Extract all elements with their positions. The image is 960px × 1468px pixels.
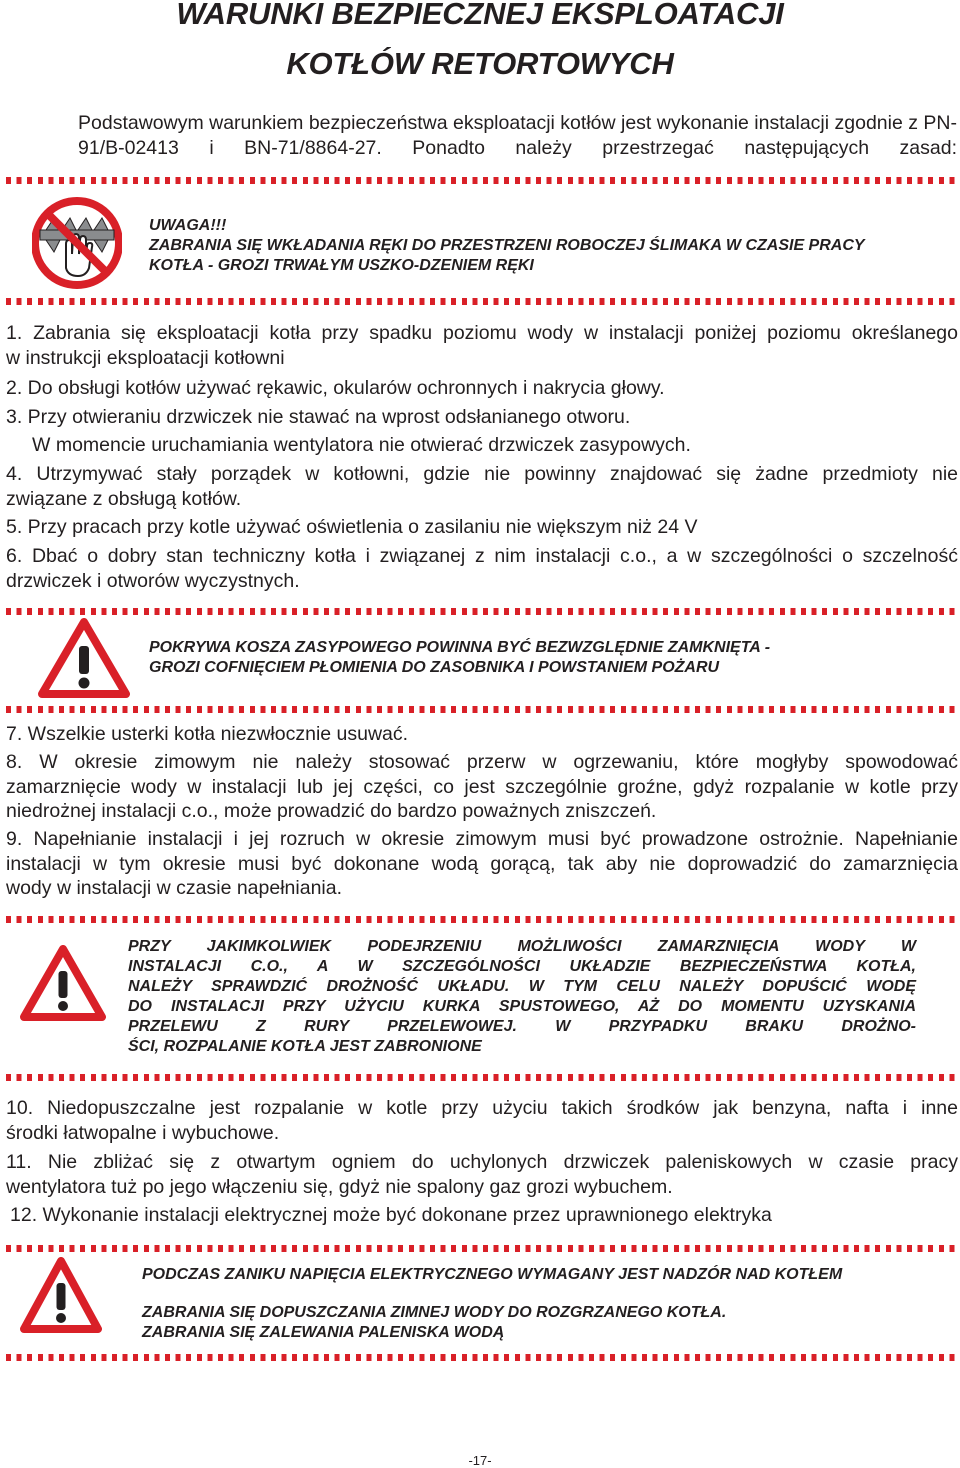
rule-3-line-1: 3. Przy otwieraniu drzwiczek nie stawać na wprost odsłanianego otworu. [6,406,631,428]
rule-6-line-2: drzwiczek i otworów wyczystnych. [6,569,300,592]
rule-3-line-2: W momencie uruchamiania wentylatora nie otwierać drzwiczek zasypowych. [32,434,691,456]
warning-3-line-4: DO INSTALACJI PRZY UŻYCIU KURKA SPUSTOWEGO, AŻ DO MOMENTU UZYSKANIA [128,998,916,1015]
rule-4-line-1: 4. Utrzymywać stały porządek w kotłowni, gdzie nie powinny znajdować się żadne przedmioty nie [6,463,958,485]
rule-1-line-1: 1. Zabrania się eksploatacji kotła przy spadku poziomu wody w instalacji poniżej poziomu określanego [6,322,958,344]
warning-4-line-2: ZABRANIA SIĘ DOPUSZCZANIA ZIMNEJ WODY DO ROZGRZANEGO KOTŁA. [142,1304,727,1321]
warning-1-label: UWAGA!!! [149,217,227,234]
rule-8-line-2: zamarznięcie wody w instalacji lub jej części, co jest szczególnie groźne, gdyż rozpalanie w kotle przy [6,775,958,798]
warning-3-line-6: ŚCI, ROZPALANIE KOTŁA JEST ZABRONIONE [128,1038,482,1055]
warning-4-line-3: ZABRANIA SIĘ ZALEWANIA PALENISKA WODĄ [142,1324,505,1341]
rule-9 [6,827,958,901]
rule-8-line-3: niedrożnej instalacji c.o., może prowadzić do bardzo poważnych zniszczeń. [6,800,657,822]
warning-3-line-5: PRZELEWU Z RURY PRZELEWOWEJ. W PRZYPADKU BRAKU DROŻNO- [128,1018,916,1035]
rule-11-line-1: 11. Nie zbliżać się z otwartym ogniem do uchylonych drzwiczek paleniskowych w czasie pracy [6,1151,958,1173]
warning-3-text [128,937,916,1057]
warning-1-line-1: ZABRANIA SIĘ WKŁADANIA RĘKI DO PRZESTRZENI ROBOCZEJ ŚLIMAKA W CZASIE PRACY [149,237,865,254]
rule-10 [6,1096,958,1145]
warning-2-line-1: POKRYWA KOSZA ZASYPOWEGO POWINNA BYĆ BEZWZGLĘDNIE ZAMKNIĘTA - [149,639,771,656]
section-divider [6,298,958,305]
warning-2-line-2: GROZI COFNIĘCIEM PŁOMIENIA DO ZASOBNIKA I POWSTANIEM POŻARU [149,659,720,676]
section-divider [6,177,958,184]
warning-3-line-2: INSTALACJI C.O., A W SZCZEGÓLNOŚCI UKŁADZIE BEZPIECZEŃSTWA KOTŁA, [128,958,916,975]
rule-11 [6,1150,958,1199]
rule-11-line-2: wentylatora tuż po jego włączeniu się, gdyż nie spalony gaz grozi wybuchem. [6,1175,673,1198]
page-title-line-2: KOTŁÓW RETORTOWYCH [286,46,674,81]
section-divider [6,1245,958,1252]
rule-1 [6,321,958,370]
rule-8-line-1: 8. W okresie zimowym nie należy stosować przerw w ogrzewaniu, które mogłyby spowodować [6,751,958,773]
section-divider [6,1074,958,1081]
rule-12: 12. Wykonanie instalacji elektrycznej może być dokonane przez uprawnionego elektryka [10,1204,772,1226]
exclamation-triangle-icon [38,618,130,698]
rule-10-line-2: środki łatwopalne i wybuchowe. [6,1121,280,1144]
rule-1-line-2: w instrukcji eksploatacji kotłowni [6,346,285,369]
section-divider [6,608,958,615]
warning-3-line-3: NALEŻY SPRAWDZIĆ DROŻNOŚĆ UKŁADU. W TYM CELU NALEŻY DOPUŚCIĆ WODĘ [128,978,916,995]
section-divider [6,916,958,923]
page-title-line-1: WARUNKI BEZPIECZNEJ EKSPLOATACJI [176,0,784,31]
rule-4 [6,462,958,511]
rule-7: 7. Wszelkie usterki kotła niezwłocznie usuwać. [6,723,409,745]
rule-6 [6,544,958,593]
section-divider [6,1354,958,1361]
warning-1-line-2: KOTŁA - GROZI TRWAŁYM USZKO-DZENIEM RĘKI [149,257,534,274]
intro-paragraph [6,111,957,160]
rule-10-line-1: 10. Niedopuszczalne jest rozpalanie w kotle przy użyciu takich środków jak benzyna, nafta i inne [6,1097,958,1119]
section-divider [6,706,958,713]
rule-5: 5. Przy pracach przy kotle używać oświetlenia o zasilaniu nie większym niż 24 V [6,516,698,538]
rule-9-line-1: 9. Napełnianie instalacji i jej rozruch w okresie zimowym musi być prowadzone ostrożnie. Napełnianie [6,828,958,850]
rule-9-line-2: instalacji w tym okresie musi być dokonane wodą gorącą, tak aby nie doprowadzić do zamarznięcia [6,852,958,875]
exclamation-triangle-icon [20,1257,102,1333]
page-number: -17- [468,1453,492,1468]
exclamation-triangle-icon [20,945,106,1021]
rule-6-line-1: 6. Dbać o dobry stan techniczny kotła i związanej z nim instalacji c.o., a w szczególności o szczelność [6,545,958,567]
rule-2: 2. Do obsługi kotłów używać rękawic, okularów ochronnych i nakrycia głowy. [6,377,665,399]
warning-3-line-1: PRZY JAKIMKOLWIEK PODEJRZENIU MOŻLIWOŚCI ZAMARZNIĘCIA WODY W [128,938,916,955]
rule-9-line-3: wody w instalacji w czasie napełniania. [6,877,343,899]
rule-8 [6,750,958,824]
warning-4-line-1: PODCZAS ZANIKU NAPIĘCIA ELEKTRYCZNEGO WYMAGANY JEST NADZÓR NAD KOTŁEM [142,1266,843,1283]
prohibition-hand-icon [32,196,122,290]
intro-text: Podstawowym warunkiem bezpieczeństwa eksploatacji kotłów jest wykonanie instalacji zgodnie z PN-91/B-02413 i BN-71/8864-27. Ponadto należy przestrzegać następujących zasad: [78,112,957,159]
rule-4-line-2: związane z obsługą kotłów. [6,487,242,510]
